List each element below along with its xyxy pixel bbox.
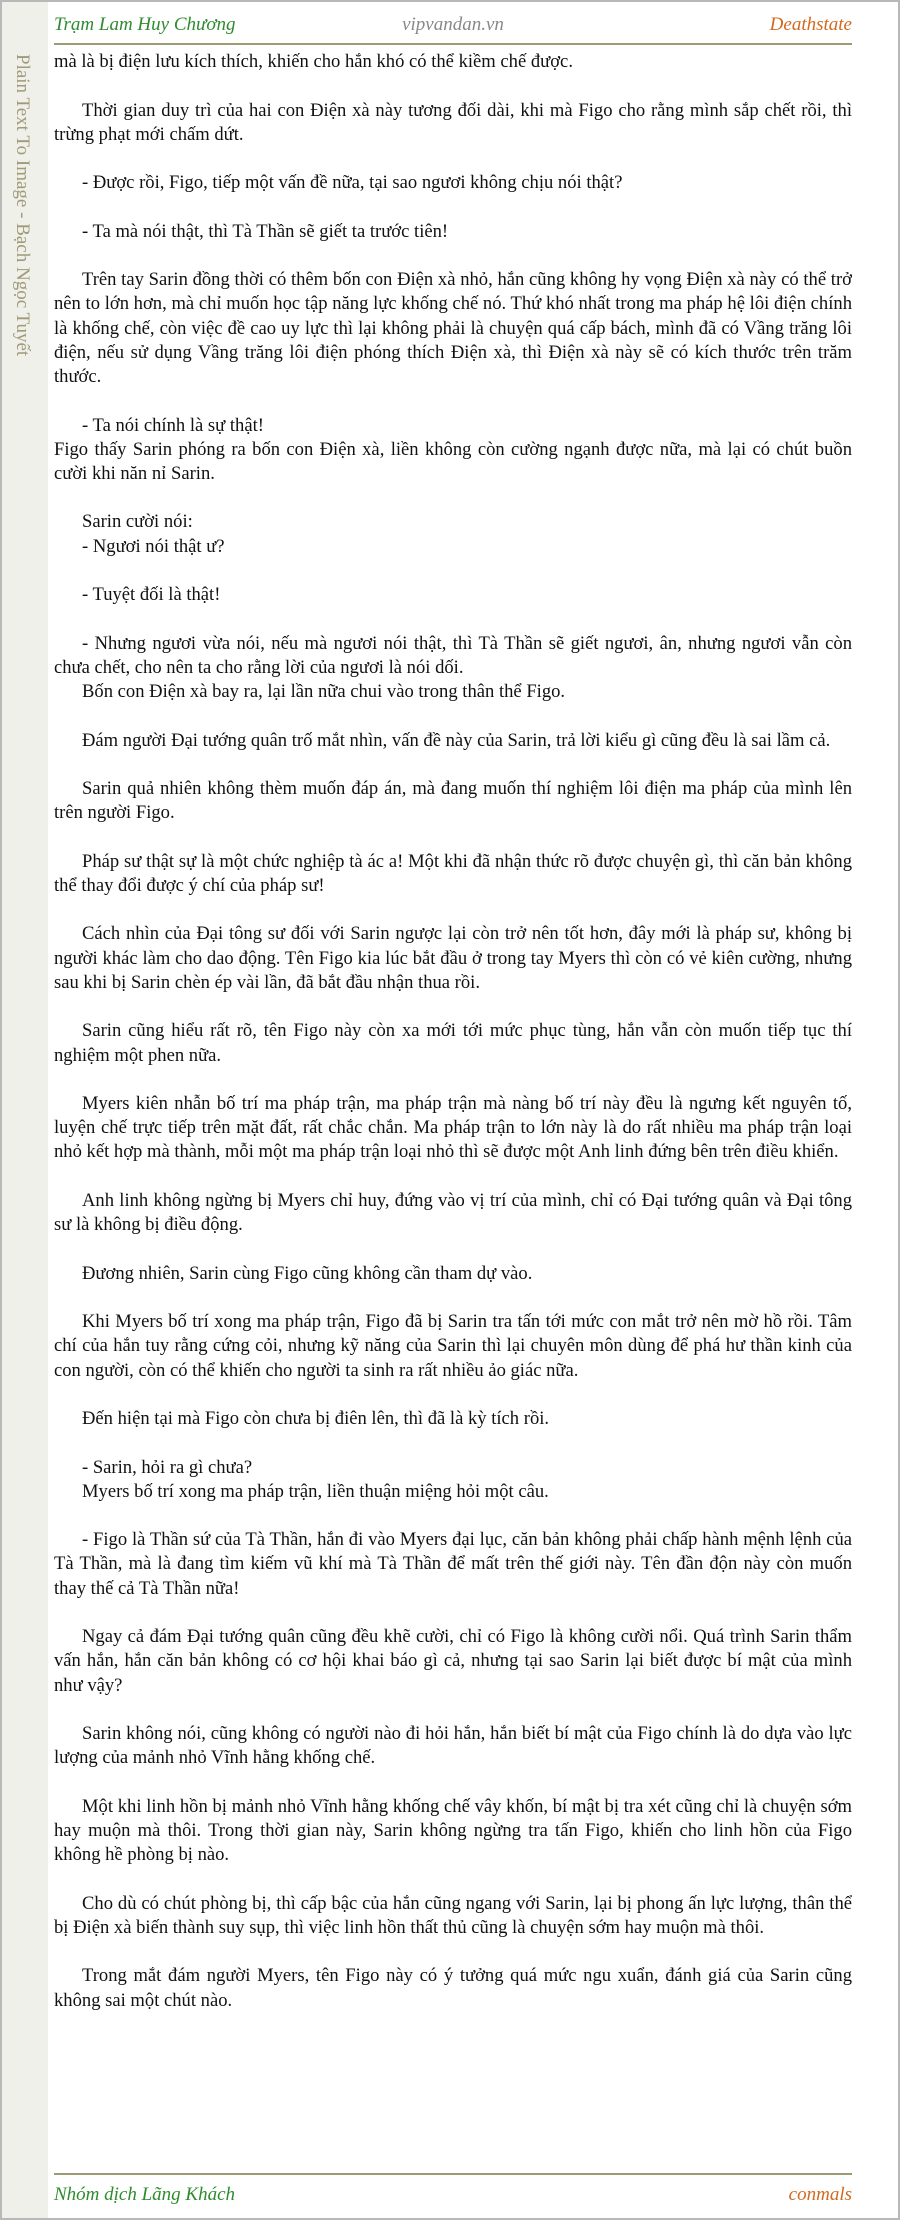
paragraph: Khi Myers bố trí xong ma pháp trận, Figo đã bị Sarin tra tấn tới mức con mắt trở nên mờ hồ rồi. Tâm chí của hắn tuy rằng cứng cỏi, nhưng kỹ năng của Sarin thì lại chuyên môn dùng để phá hư thần kinh của con người, còn có thể khiến cho người ta sinh ra rất nhiều ảo giác nữa. [54,1311,852,1381]
paragraph: Pháp sư thật sự là một chức nghiệp tà ác a! Một khi đã nhận thức rõ được chuyện gì, thì căn bản không thể thay đổi được ý chí của pháp sư! [54,850,852,896]
paragraph: - Ta mà nói thật, thì Tà Thần sẽ giết ta trước tiên! [82,220,449,242]
sidebar-watermark: Plain Text To Image - Bạch Ngọc Tuyết [12,54,33,357]
paragraph: Trên tay Sarin đồng thời có thêm bốn con Điện xà nhỏ, hắn cũng không hy vọng Điện xà này có thể trở nên to lớn hơn, mà chỉ muốn học tập năng lực khống chế nó. Thứ khó nhất trong ma pháp hệ lôi điện chính là khống chế, còn việc đề cao uy lực thì lại không phải là chuyện quá cấp bách, mình đã có Vầng trăng lôi điện, nếu sử dụng Vầng trăng lôi điện phóng thích Điện xà, thì Điện xà này sẽ có kích thước trên trăm thước. [54,269,852,388]
sidebar-strip [2,2,48,2218]
header-left-title: Trạm Lam Huy Chương [54,14,236,35]
paragraph: Cho dù có chút phòng bị, thì cấp bậc của hắn cũng ngang với Sarin, lại bị phong ấn lực lượng, thân thể bị Điện xà biến thành suy sụp, thì việc linh hồn thất thủ cũng là chuyện sớm hay muộn mà thôi. [54,1892,852,1938]
paragraph: Đám người Đại tướng quân trố mắt nhìn, vấn đề này của Sarin, trả lời kiểu gì cũng đều là sai lầm cả. [82,729,831,751]
paragraph: - Tuyệt đối là thật! [82,584,221,606]
footer-right-editor: conmals [788,2184,852,2205]
paragraph: - Sarin, hỏi ra gì chưa? [82,1456,253,1478]
header-right-author: Deathstate [769,14,852,35]
paragraph: - Figo là Thần sứ của Tà Thần, hắn đi vào Myers đại lục, căn bản không phải chấp hành mệnh lệnh của Tà Thần, mà là đang tìm kiếm vũ khí mà Tà Thần để mất trên thế giới này. Tên đần độn này còn muốn thay thế cả Tà Thần nữa! [54,1529,852,1599]
paragraph: mà là bị điện lưu kích thích, khiến cho hắn khó có thể kiềm chế được. [54,51,573,72]
paragraph: Thời gian duy trì của hai con Điện xà này tương đối dài, khi mà Figo cho rằng mình sắp chết rồi, thì trừng phạt mới chấm dứt. [54,99,852,145]
header-divider [54,43,852,45]
paragraph: Đến hiện tại mà Figo còn chưa bị điên lên, thì đã là kỳ tích rồi. [82,1408,550,1430]
paragraph: Sarin không nói, cũng không có người nào đi hỏi hắn, hắn biết bí mật của Figo chính là do dựa vào lực lượng của mảnh nhỏ Vĩnh hằng khống chế. [54,1723,852,1769]
paragraph: Một khi linh hồn bị mảnh nhỏ Vĩnh hằng khống chế vây khốn, bí mật bị tra xét cũng chỉ là chuyện sớm hay muộn mà thôi. Trong thời gian này, Sarin không ngừng tra tấn Figo, khiến cho linh hồn của Figo không hề phòng bị nào. [54,1795,852,1866]
paragraph: Đương nhiên, Sarin cùng Figo cũng không cần tham dự vào. [82,1262,533,1284]
paragraph: Sarin quả nhiên không thèm muốn đáp án, mà đang muốn thí nghiệm lôi điện ma pháp của mình lên trên người Figo. [54,778,852,824]
paragraph: Myers bố trí xong ma pháp trận, liền thuận miệng hỏi một câu. [82,1480,549,1502]
page-footer [54,2182,852,2212]
paragraph: Anh linh không ngừng bị Myers chỉ huy, đứng vào vị trí của mình, chỉ có Đại tướng quân và Đại tông sư là không bị điều động. [54,1189,852,1236]
paragraph: - Ta nói chính là sự thật! [82,414,264,436]
paragraph: - Ngươi nói thật ư? [82,535,225,557]
paragraph: Sarin cũng hiểu rất rõ, tên Figo này còn xa mới tới mức phục tùng, hắn vẫn còn muốn tiếp tục thí nghiệm một phen nữa. [54,1020,852,1066]
paragraph: Bốn con Điện xà bay ra, lại lần nữa chui vào trong thân thể Figo. [82,681,566,703]
paragraph: Sarin cười nói: [82,511,193,533]
footer-divider [54,2173,852,2175]
paragraph: Cách nhìn của Đại tông sư đối với Sarin ngược lại còn trở nên tốt hơn, đây mới là pháp sư, không bị người khác làm cho dao động. Tên Figo kia lúc bắt đầu ở trong tay Myers thì còn có vẻ kiên cường, nhưng sau khi bị Sarin chèn ép vài lần, đã bắt đầu nhận thua rồi. [54,923,852,993]
footer-left-group: Nhóm dịch Lãng Khách [54,2184,236,2205]
page-header [54,12,852,44]
paragraph: - Nhưng ngươi vừa nói, nếu mà ngươi nói thật, thì Tà Thần sẽ giết ngươi, ân, nhưng ngươi vẫn còn chưa chết, cho nên ta cho rằng lời của ngươi là nói dối. [54,632,852,678]
paragraph: Myers kiên nhẫn bố trí ma pháp trận, ma pháp trận mà nàng bố trí này đều là ngưng kết nguyên tố, luyện chế trực tiếp trên mặt đất, rất chắc chắn. Ma pháp trận to lớn này là do rất nhiều ma pháp trận loại nhỏ kết hợp mà thành, mỗi một ma pháp trận loại nhỏ thì sẽ được một Anh linh đứng bên trên điều khiển. [54,1093,852,1163]
paragraph: Figo thấy Sarin phóng ra bốn con Điện xà, liền không còn cường ngạnh được nữa, mà lại có chút buồn cười khi năn nỉ Sarin. [54,438,852,484]
paragraph: Ngay cả đám Đại tướng quân cũng đều khẽ cười, chỉ có Figo là không cười nổi. Quá trình Sarin thẩm vấn hắn, hắn căn bản không có cơ hội khai báo gì cả, nhưng tại sao Sarin lại biết được bí mật của mình như vậy? [54,1626,852,1696]
paragraph: Trong mắt đám người Myers, tên Figo này có ý tưởng quá mức ngu xuẩn, đánh giá của Sarin cũng không sai một chút nào. [54,1965,852,2011]
story-text [54,50,852,2168]
header-site: vipvandan.vn [402,14,504,35]
paragraph: - Được rồi, Figo, tiếp một vấn đề nữa, tại sao ngươi không chịu nói thật? [82,172,623,194]
